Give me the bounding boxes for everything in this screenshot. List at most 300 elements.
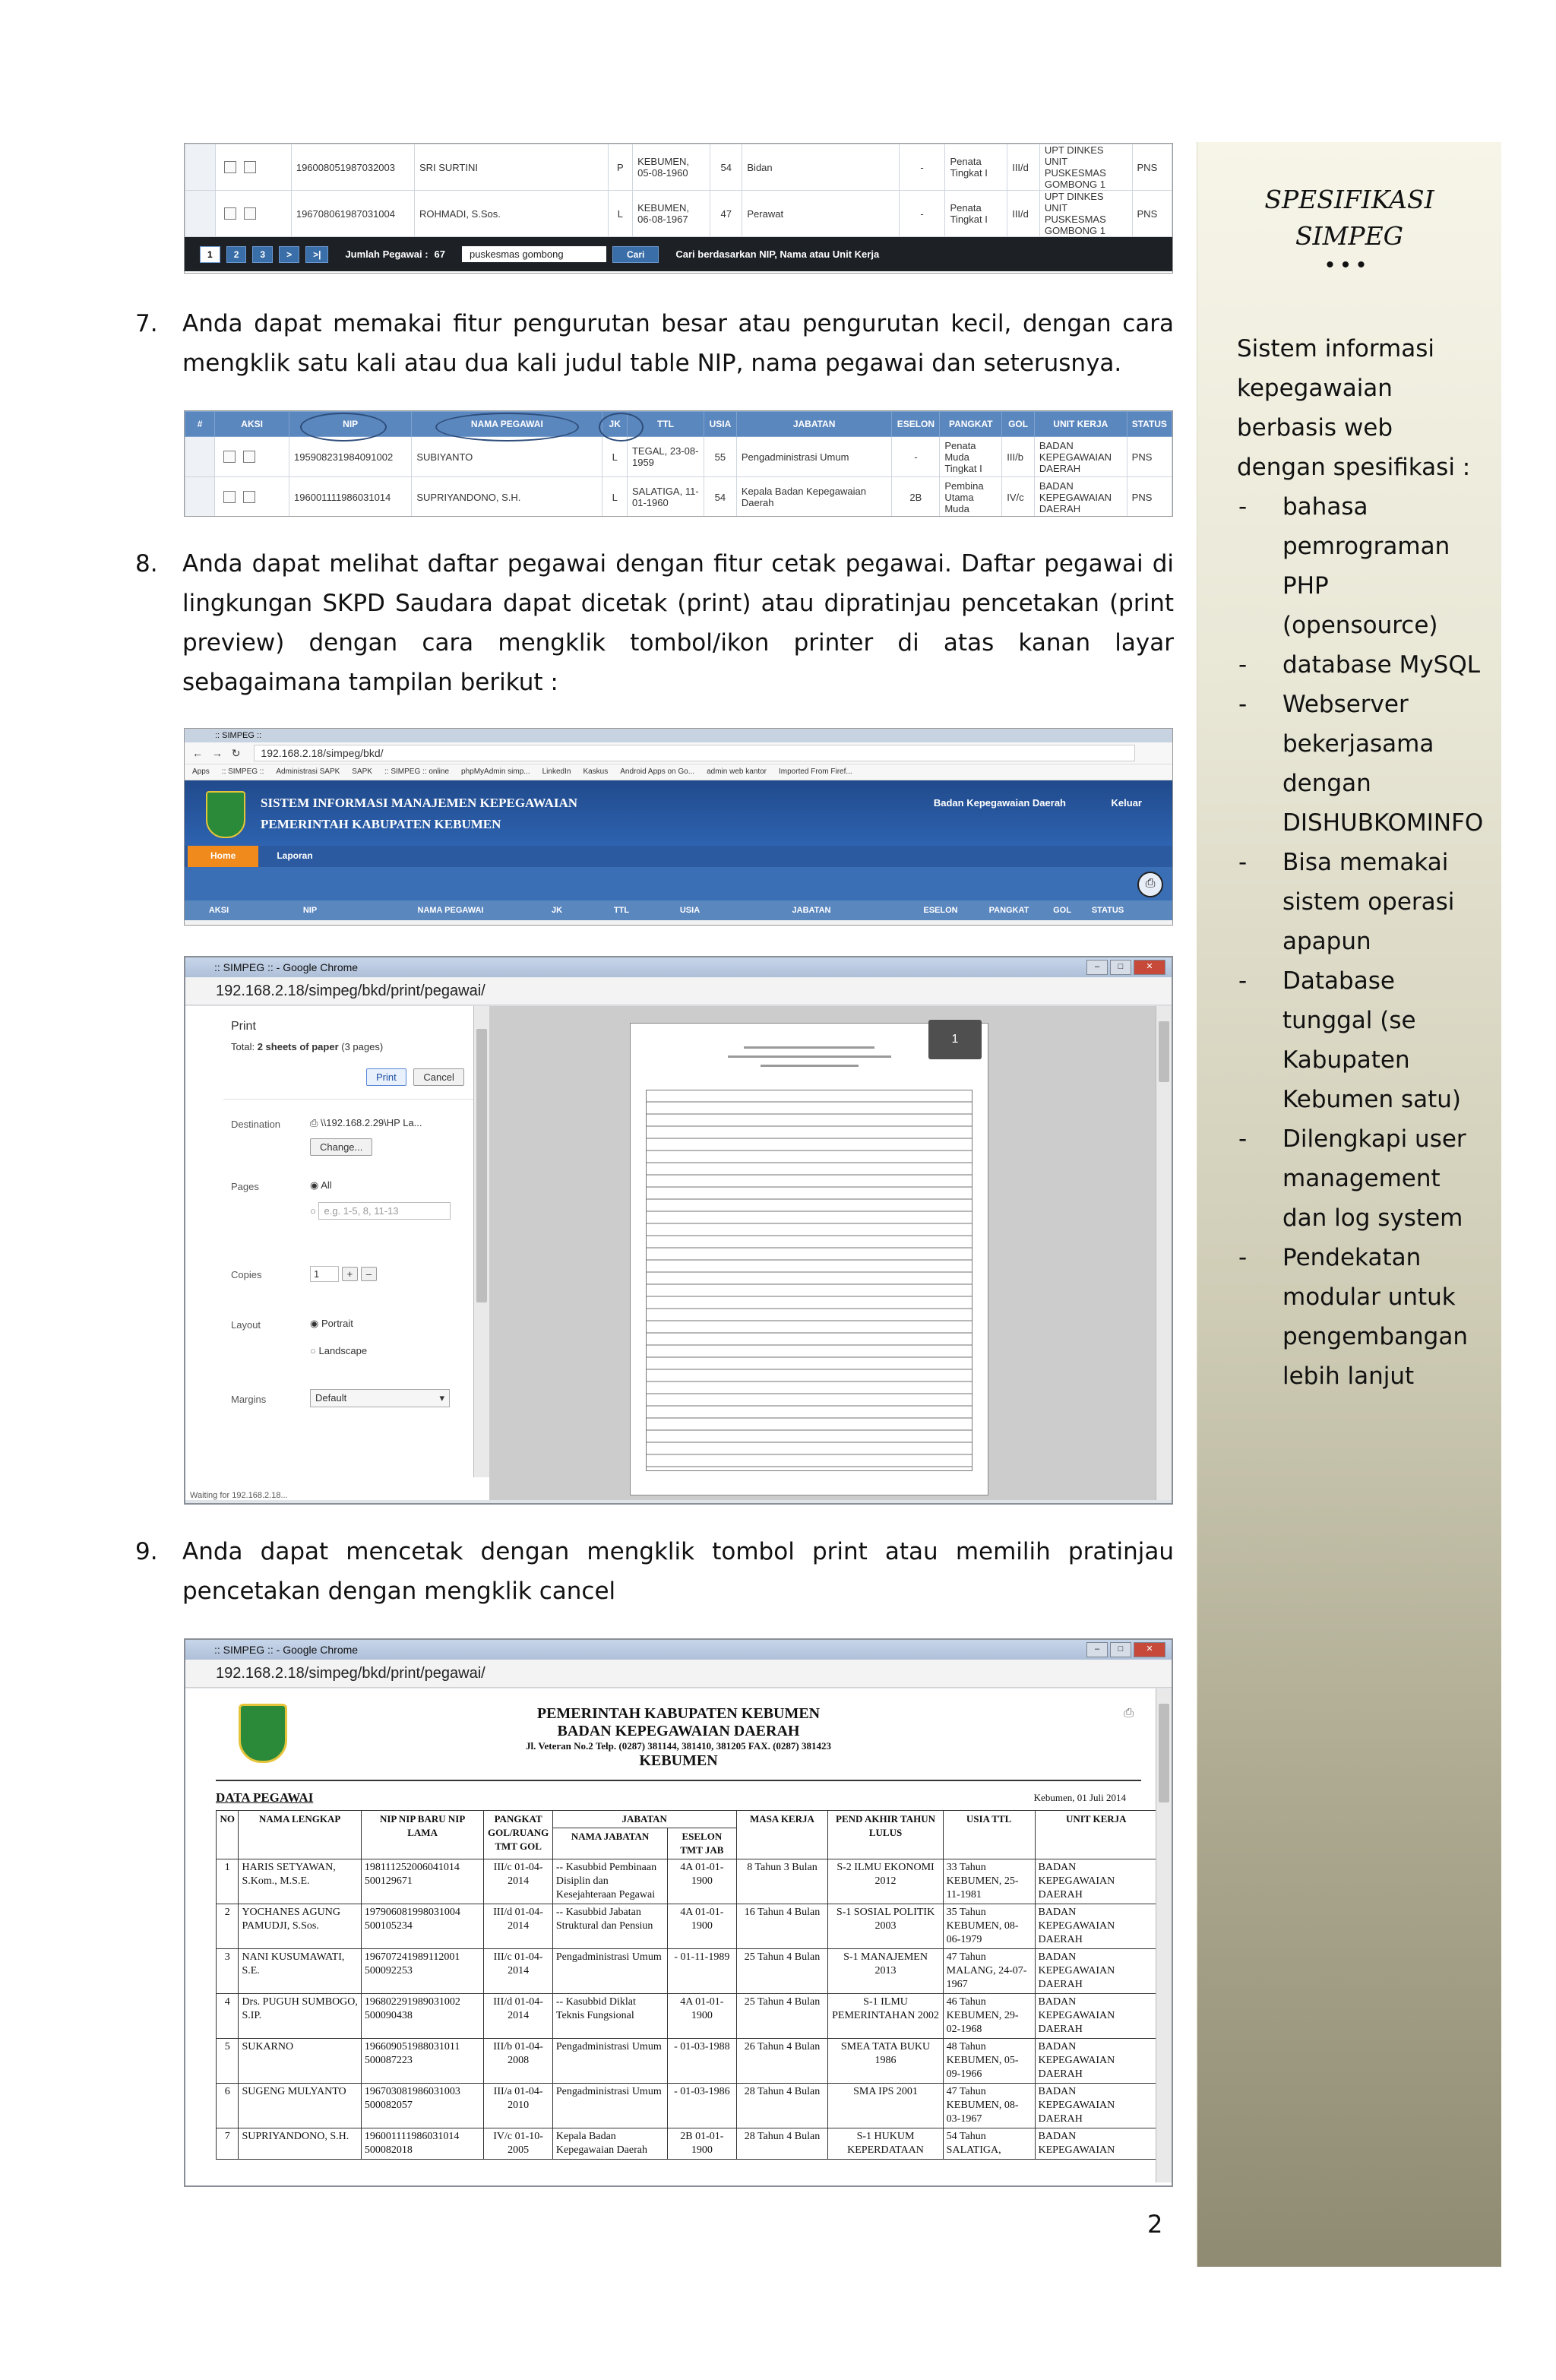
cell-nama: SUPRIYANDONO, S.H. <box>239 2128 361 2160</box>
bookmark[interactable]: SAPK <box>352 767 372 776</box>
header-jk[interactable]: JK <box>602 412 628 437</box>
address-bar[interactable]: 192.168.2.18/simpeg/bkd/print/pegawai/ <box>185 1660 1172 1688</box>
spec-item: - Bisa memakai sistem operasi apapun <box>1237 843 1488 961</box>
cell-ttl: TEGAL, 23-08-1959 <box>627 437 704 477</box>
cell-es: 4A 01-01-1900 <box>668 1994 736 2039</box>
highlight-name-oval <box>435 413 579 442</box>
preview-scrollbar[interactable] <box>1156 1006 1172 1500</box>
header-cell[interactable]: ESELON <box>923 906 958 915</box>
table-row <box>185 437 1172 477</box>
header-nama-jabatan: NAMA JABATAN <box>552 1828 667 1859</box>
bookmark[interactable]: Administrasi SAPK <box>276 767 340 776</box>
sidebar-intro: Sistem informasi kepegawaian berbasis web dengan spesifikasi : <box>1237 335 1471 481</box>
cell-no: 7 <box>217 2128 239 2160</box>
row-actions[interactable] <box>215 144 291 191</box>
header-cell[interactable]: PANGKAT <box>988 906 1029 915</box>
bookmark[interactable]: Android Apps on Go... <box>620 767 695 776</box>
forward-icon[interactable]: → <box>211 747 223 759</box>
cell-es: 2B 01-01-1900 <box>668 2128 736 2160</box>
cell-no: 1 <box>217 1859 239 1904</box>
pages-custom-radio[interactable]: ○ <box>310 1205 316 1217</box>
cell-unit: BADAN KEPEGAWAIAN DAERAH <box>1034 437 1127 477</box>
change-destination-button[interactable]: Change... <box>310 1138 372 1156</box>
letterhead <box>185 1705 1172 1770</box>
screenshot-employee-table-pager <box>184 143 1173 274</box>
settings-scrollbar[interactable] <box>473 1006 489 1477</box>
cell-jab: -- Kasubbid Jabatan Struktural dan Pensiun <box>552 1904 667 1949</box>
cell-nama: SUGENG MULYANTO <box>239 2084 361 2128</box>
cell-gol: III/c 01-04-2014 <box>484 1859 553 1904</box>
header-cell[interactable]: # <box>185 412 215 437</box>
cell-gol: III/b <box>1002 437 1035 477</box>
step-7 <box>135 304 1174 383</box>
org-link[interactable]: Badan Kepegawaian Daerah <box>933 797 1066 809</box>
table-row <box>217 1859 1158 1904</box>
window-title: :: SIMPEG :: - Google Chrome – □ ✕ <box>185 957 1172 977</box>
cell-jab: -- Kasubbid Diklat Teknis Fungsional <box>552 1994 667 2039</box>
cell-gol: III/d <box>1007 191 1040 237</box>
doc-date: Kebumen, 01 Juli 2014 <box>1033 1792 1126 1803</box>
header-pend: PEND AKHIR TAHUN LULUS <box>828 1811 943 1859</box>
portrait-label: Portrait <box>321 1318 353 1329</box>
header-cell[interactable]: AKSI <box>208 906 229 915</box>
destination-value: \\192.168.2.29\HP La... <box>321 1117 422 1128</box>
search-input[interactable]: puskesmas gombong <box>462 246 606 262</box>
cell-nama: YOCHANES AGUNG PAMUDJI, S.Sos. <box>239 1904 361 1949</box>
cell-nip: 195908231984091002 <box>289 437 412 477</box>
step-number: 9. <box>135 1538 158 1565</box>
cell-pend: S-1 MANAJEMEN 2013 <box>828 1949 943 1994</box>
minimize-icon[interactable]: – <box>1086 1642 1108 1657</box>
app-title-1: SISTEM INFORMASI MANAJEMEN KEPEGAWAIAN <box>261 796 578 810</box>
printer-icon: ⎙ <box>310 1117 318 1128</box>
cell-unit: BADAN KEPEGAWAIAN <box>1035 2128 1158 2160</box>
table-row <box>185 477 1172 517</box>
header-pangkat: PANGKAT GOL/RUANG TMT GOL <box>484 1811 553 1859</box>
cell-unit: BADAN KEPEGAWAIAN DAERAH <box>1035 1904 1158 1949</box>
header-cell[interactable]: STATUS <box>1091 906 1124 915</box>
cell-pend: SMEA TATA BUKU 1986 <box>828 2039 943 2084</box>
next-page-button[interactable]: > <box>279 246 299 263</box>
maximize-icon[interactable]: □ <box>1110 1642 1131 1657</box>
divider <box>223 1099 482 1100</box>
cell-nip: 196707241989112001 500092253 <box>361 1949 483 1994</box>
print-icon[interactable] <box>244 161 256 173</box>
bookmark[interactable]: admin web kantor <box>707 767 767 776</box>
header-usia: USIA TTL <box>943 1811 1035 1859</box>
cell-status: PNS <box>1132 191 1172 237</box>
step-number: 7. <box>135 310 158 337</box>
cell-jabatan: Pengadministrasi Umum <box>736 437 892 477</box>
spec-item: - database MySQL <box>1237 645 1488 685</box>
bookmark[interactable]: :: SIMPEG :: online <box>384 767 450 776</box>
window-controls <box>1086 960 1165 975</box>
preview-table <box>646 1090 972 1471</box>
toolbar-area <box>185 867 1172 900</box>
landscape-label: Landscape <box>318 1345 368 1356</box>
maximize-icon[interactable]: □ <box>1110 960 1131 975</box>
table-row <box>217 1904 1158 1949</box>
cell-nip: 196609051988031011 500087223 <box>361 2039 483 2084</box>
print-icon[interactable]: ⎙ <box>1124 1707 1134 1720</box>
status-bar: Waiting for 192.168.2.18... <box>190 1491 288 1500</box>
highlight-nip-oval <box>300 413 387 442</box>
cell-unit: BADAN KEPEGAWAIAN DAERAH <box>1035 1859 1158 1904</box>
cell-usia: 54 <box>704 477 736 517</box>
copies-increment-button[interactable]: + <box>342 1267 359 1281</box>
table-row <box>217 1994 1158 2039</box>
letterhead-line1: PEMERINTAH KABUPATEN KEBUMEN <box>536 1705 821 1722</box>
letterhead-line2: BADAN KEPEGAWAIAN DAERAH <box>557 1723 800 1739</box>
employee-print-table <box>216 1810 1158 2160</box>
cell-gol: III/c 01-04-2014 <box>484 1949 553 1994</box>
cell-usia: 54 Tahun SALATIGA, <box>943 2128 1035 2160</box>
cell-jabatan: Kepala Badan Kepegawaian Daerah <box>736 477 892 517</box>
cell-nip: 196708061987031004 <box>291 191 414 237</box>
table-row <box>217 2128 1158 2160</box>
header-eselon: ESELON TMT JAB <box>668 1828 736 1859</box>
print-button[interactable]: Print <box>366 1068 406 1086</box>
cell-eselon: - <box>899 191 945 237</box>
cell-status: PNS <box>1127 477 1172 517</box>
cell-unit: BADAN KEPEGAWAIAN DAERAH <box>1034 477 1127 517</box>
window-title: :: SIMPEG :: - Google Chrome – □ ✕ <box>185 1640 1172 1660</box>
cell-eselon: - <box>892 437 940 477</box>
cell-gol: III/d <box>1007 144 1040 191</box>
cell-pend: S-1 ILMU PEMERINTAHAN 2002 <box>828 1994 943 2039</box>
cell-usia: 55 <box>704 437 736 477</box>
total-value: 67 <box>434 248 446 260</box>
page-button[interactable]: 1 <box>200 246 220 263</box>
screenshot-simpeg-browser <box>184 728 1173 926</box>
pages-label: Pages <box>231 1181 259 1192</box>
header-ttl[interactable]: TTL <box>627 412 704 437</box>
cell-masa: 25 Tahun 4 Bulan <box>736 1949 828 1994</box>
screenshot-print-dialog <box>184 956 1173 1505</box>
minimize-icon[interactable]: – <box>1086 960 1108 975</box>
cell-es: 4A 01-01-1900 <box>668 1859 736 1904</box>
copies-input[interactable]: 1 <box>310 1266 339 1282</box>
page-button[interactable]: 3 <box>252 246 273 263</box>
highlight-ttl-oval <box>599 413 644 442</box>
step-text: Anda dapat mencetak dengan mengklik tombol print atau memilih pratinjau pencetakan dengan mengklik cancel <box>182 1538 1174 1605</box>
print-title: Print <box>231 1020 256 1033</box>
header-nama-pegawai[interactable]: NAMA PEGAWAI <box>412 412 602 437</box>
header-cell[interactable]: JK <box>551 906 563 915</box>
edit-icon[interactable] <box>224 161 236 173</box>
header-cell[interactable]: AKSI <box>215 412 289 437</box>
header-cell[interactable]: GOL <box>1053 906 1071 915</box>
cell-pend: SMA IPS 2001 <box>828 2084 943 2128</box>
pages-range-input[interactable]: e.g. 1-5, 8, 11-13 <box>318 1202 451 1220</box>
table-row <box>217 2084 1158 2128</box>
cell-gol: IV/c <box>1002 477 1035 517</box>
bookmark[interactable]: Apps <box>192 767 210 776</box>
step-text: Anda dapat melihat daftar pegawai dengan fitur cetak pegawai. Daftar pegawai di lingkungan SKPD Saudara dapat dicetak (print) atau dipratinjau pencetakan (print preview) dengan cara mengklik tombol/ikon printer di atas kanan layar sebagaimana tampilan berikut : <box>182 550 1174 696</box>
cell-pangkat: Penata Tingkat I <box>945 191 1007 237</box>
table-header-row <box>185 900 1172 920</box>
header-jabatan: JABATAN <box>552 1811 736 1828</box>
cell-unit: BADAN KEPEGAWAIAN DAERAH <box>1035 2084 1158 2128</box>
cell-usia: 46 Tahun KEBUMEN, 29-02-1968 <box>943 1994 1035 2039</box>
header-gol[interactable]: GOL <box>1002 412 1035 437</box>
cell-jab: Pengadministrasi Umum <box>552 1949 667 1994</box>
cell-pend: S-1 SOSIAL POLITIK 2003 <box>828 1904 943 1949</box>
header-eselon[interactable]: ESELON <box>892 412 940 437</box>
cell-jab: Pengadministrasi Umum <box>552 2039 667 2084</box>
header-unit: UNIT KERJA <box>1035 1811 1158 1859</box>
bookmark[interactable]: phpMyAdmin simp... <box>461 767 530 776</box>
cancel-button[interactable]: Cancel <box>413 1068 463 1086</box>
tab-home[interactable]: Home <box>188 846 258 867</box>
cell-jab: -- Kasubbid Pembinaan Disiplin dan Kesejahteraan Pegawai <box>552 1859 667 1904</box>
print-icon[interactable] <box>243 491 255 503</box>
cell-nip: 196001111986031014 500082018 <box>361 2128 483 2160</box>
cell-nip: 196008051987032003 <box>291 144 414 191</box>
letterhead-city: KEBUMEN <box>639 1752 718 1769</box>
address-bar[interactable]: 192.168.2.18/simpeg/bkd/ <box>254 745 1135 761</box>
cell-name: SRI SURTINI <box>414 144 608 191</box>
cell-es: - 01-11-1989 <box>668 1949 736 1994</box>
row-actions[interactable] <box>215 437 289 477</box>
step-9 <box>135 1532 1174 1611</box>
header-cell[interactable]: TTL <box>613 906 630 915</box>
spec-item: - Dilengkapi user management dan log system <box>1237 1119 1488 1238</box>
cell-no: 2 <box>217 1904 239 1949</box>
step-8 <box>135 544 1174 702</box>
total-label: Jumlah Pegawai : <box>345 248 429 260</box>
page-button[interactable]: 2 <box>226 246 247 263</box>
employee-table <box>185 144 1172 237</box>
pages-all-label: All <box>321 1179 332 1191</box>
cell-name: SUPRIYANDONO, S.H. <box>412 477 602 517</box>
print-settings-panel <box>185 1006 489 1500</box>
cell-jk: P <box>608 144 632 191</box>
header-nama: NAMA LENGKAP <box>239 1811 361 1859</box>
cell-usia: 54 <box>710 144 742 191</box>
cell-no: 4 <box>217 1994 239 2039</box>
cell-unit: UPT DINKES UNIT PUSKESMAS GOMBONG 1 <box>1039 144 1132 191</box>
header-cell[interactable]: USIA <box>679 906 701 915</box>
cell-jk: L <box>602 477 628 517</box>
step-text: Anda dapat memakai fitur pengurutan besar atau pengurutan kecil, dengan cara mengklik satu kali atau dua kali judul table NIP, nama pegawai dan seterusnya. <box>182 310 1174 377</box>
cell-nip: 196802291989031002 500090438 <box>361 1994 483 2039</box>
window-controls <box>1086 1642 1165 1657</box>
cell-masa: 16 Tahun 4 Bulan <box>736 1904 828 1949</box>
header-nip: NIP NIP BARU NIP LAMA <box>361 1811 483 1859</box>
cell-unit: BADAN KEPEGAWAIAN DAERAH <box>1035 2039 1158 2084</box>
print-preview-area <box>489 1006 1172 1500</box>
sidebar-spec-list <box>1237 487 1488 1396</box>
cell-name: ROHMADI, S.Sos. <box>414 191 608 237</box>
cell-no: 5 <box>217 2039 239 2084</box>
last-page-button[interactable]: >| <box>305 246 328 263</box>
close-icon[interactable]: ✕ <box>1134 960 1165 975</box>
cell-pend: S-2 ILMU EKONOMI 2012 <box>828 1859 943 1904</box>
margins-label: Margins <box>231 1394 267 1405</box>
cell-usia: 48 Tahun KEBUMEN, 05-09-1966 <box>943 2039 1035 2084</box>
bookmarks-bar <box>185 764 1172 780</box>
header-nip[interactable]: NIP <box>289 412 412 437</box>
cell-ttl: KEBUMEN, 06-08-1967 <box>633 191 710 237</box>
sidebar-title-line2: SIMPEG <box>1295 221 1404 251</box>
table-row <box>217 1949 1158 1994</box>
screenshot-sortable-header <box>184 410 1173 517</box>
cell-pangkat: Penata Tingkat I <box>945 144 1007 191</box>
landscape-radio[interactable]: ○ <box>310 1345 316 1356</box>
cell-es: - 01-03-1986 <box>668 2084 736 2128</box>
layout-label: Layout <box>231 1319 261 1331</box>
cell-usia: 47 <box>710 191 742 237</box>
cell-unit: UPT DINKES UNIT PUSKESMAS GOMBONG 1 <box>1039 191 1132 237</box>
browser-toolbar <box>185 742 1172 764</box>
pagination-bar <box>185 237 1172 271</box>
cell-nip: 197906081998031004 500105234 <box>361 1904 483 1949</box>
sidebar-specification <box>1197 142 1501 2267</box>
header-cell[interactable]: NIP <box>302 906 318 915</box>
table-row <box>185 191 1172 237</box>
cell-jk: L <box>602 437 628 477</box>
cell-nip: 196703081986031003 500082057 <box>361 2084 483 2128</box>
pages-all-radio[interactable]: ◉ <box>310 1179 319 1191</box>
cell-usia: 47 Tahun MALANG, 24-07-1967 <box>943 1949 1035 1994</box>
cell-unit: BADAN KEPEGAWAIAN DAERAH <box>1035 1949 1158 1994</box>
cell-pend: S-1 HUKUM KEPERDATAAN <box>828 2128 943 2160</box>
sidebar-dots: ••• <box>1326 252 1373 277</box>
page-number-badge: 1 <box>928 1020 982 1059</box>
cell-nama: Drs. PUGUH SUMBOGO, S.IP. <box>239 1994 361 2039</box>
cell-pangkat: Penata Muda Tingkat I <box>940 437 1002 477</box>
step-number: 8. <box>135 550 158 578</box>
edit-icon[interactable] <box>223 451 236 463</box>
sidebar-title-line1: SPESIFIKASI <box>1264 185 1434 214</box>
spec-item: - Pendekatan modular untuk pengembangan lebih lanjut <box>1237 1238 1488 1396</box>
cell-jab: Kepala Badan Kepegawaian Daerah <box>552 2128 667 2160</box>
header-cell[interactable]: JABATAN <box>792 906 831 915</box>
cell-gol: IV/c 01-10-2005 <box>484 2128 553 2160</box>
page-number: 2 <box>1147 2210 1163 2239</box>
kebumen-logo <box>206 791 245 838</box>
header-unit-kerja[interactable]: UNIT KERJA <box>1034 412 1127 437</box>
table-row <box>185 144 1172 191</box>
address-bar[interactable]: 192.168.2.18/simpeg/bkd/print/pegawai/ <box>185 977 1172 1005</box>
cell-nama: HARIS SETYAWAN, S.Kom., M.S.E. <box>239 1859 361 1904</box>
print-icon[interactable] <box>244 207 256 220</box>
spec-item: - Webserver bekerjasama dengan DISHUBKOMINFO <box>1237 685 1488 843</box>
bookmark[interactable]: LinkedIn <box>542 767 571 776</box>
close-icon[interactable]: ✕ <box>1134 1642 1165 1657</box>
copies-label: Copies <box>231 1269 262 1280</box>
tab-laporan[interactable]: Laporan <box>277 850 313 861</box>
cell-usia: 47 Tahun KEBUMEN, 08-03-1967 <box>943 2084 1035 2128</box>
row-actions[interactable] <box>215 191 291 237</box>
edit-icon[interactable] <box>223 491 236 503</box>
spec-item: - bahasa pemrograman PHP (opensource) <box>1237 487 1488 645</box>
search-hint: Cari berdasarkan NIP, Nama atau Unit Kerja <box>675 248 880 260</box>
row-actions[interactable] <box>215 477 289 517</box>
browser-tab[interactable]: :: SIMPEG :: <box>185 729 1172 742</box>
cell-ttl: SALATIGA, 11-01-1960 <box>627 477 704 517</box>
table-header-row <box>217 1811 1158 1828</box>
document-page <box>185 1688 1172 2185</box>
header-pangkat[interactable]: PANGKAT <box>940 412 1002 437</box>
portrait-radio[interactable]: ◉ <box>310 1318 319 1329</box>
cell-usia: 33 Tahun KEBUMEN, 25-11-1981 <box>943 1859 1035 1904</box>
preview-page <box>630 1023 988 1495</box>
app-header <box>185 780 1172 846</box>
header-no: NO <box>217 1811 239 1859</box>
header-masa-kerja: MASA KERJA <box>736 1811 828 1859</box>
back-icon[interactable]: ← <box>192 747 203 759</box>
cell-jab: Pengadministrasi Umum <box>552 2084 667 2128</box>
cell-masa: 28 Tahun 4 Bulan <box>736 2128 828 2160</box>
bookmark[interactable]: :: SIMPEG :: <box>221 767 264 776</box>
cell-jabatan: Bidan <box>742 144 899 191</box>
doc-title: DATA PEGAWAI <box>216 1790 314 1805</box>
spec-item: - Database tunggal (se Kabupaten Kebumen satu) <box>1237 961 1488 1119</box>
letterhead-rule <box>216 1780 1141 1781</box>
cell-masa: 26 Tahun 4 Bulan <box>736 2039 828 2084</box>
cell-usia: 35 Tahun KEBUMEN, 08-06-1979 <box>943 1904 1035 1949</box>
app-nav <box>185 846 1172 867</box>
copies-decrement-button[interactable]: – <box>361 1267 377 1281</box>
cell-status: PNS <box>1127 437 1172 477</box>
margins-select[interactable]: Default ▾ <box>310 1389 450 1407</box>
cell-masa: 8 Tahun 3 Bulan <box>736 1859 828 1904</box>
cell-nama: NANI KUSUMAWATI, S.E. <box>239 1949 361 1994</box>
cell-gol: III/a 01-04-2010 <box>484 2084 553 2128</box>
header-cell[interactable]: NAMA PEGAWAI <box>417 906 484 915</box>
cell-masa: 25 Tahun 4 Bulan <box>736 1994 828 2039</box>
cell-eselon: - <box>899 144 945 191</box>
header-jabatan[interactable]: JABATAN <box>736 412 892 437</box>
cell-masa: 28 Tahun 4 Bulan <box>736 2084 828 2128</box>
screenshot-print-document <box>184 1638 1173 2187</box>
printer-icon[interactable]: ⎙ <box>1137 872 1163 897</box>
search-button[interactable]: Cari <box>612 246 659 263</box>
header-status[interactable]: STATUS <box>1127 412 1172 437</box>
cell-no: 3 <box>217 1949 239 1994</box>
destination-label: Destination <box>231 1119 281 1130</box>
reload-icon[interactable]: ↻ <box>231 747 241 759</box>
logout-link[interactable]: Keluar <box>1111 797 1142 809</box>
cell-gol: III/d 01-04-2014 <box>484 1904 553 1949</box>
cell-pangkat: Pembina Utama Muda <box>940 477 1002 517</box>
cell-nip: 198111252006041014 500129671 <box>361 1859 483 1904</box>
print-icon[interactable] <box>243 451 255 463</box>
edit-icon[interactable] <box>224 207 236 220</box>
cell-name: SUBIYANTO <box>412 437 602 477</box>
cell-unit: BADAN KEPEGAWAIAN DAERAH <box>1035 1994 1158 2039</box>
document-scrollbar[interactable] <box>1156 1688 1172 2182</box>
header-usia[interactable]: USIA <box>704 412 736 437</box>
cell-jabatan: Perawat <box>742 191 899 237</box>
cell-ttl: KEBUMEN, 05-08-1960 <box>633 144 710 191</box>
cell-eselon: 2B <box>892 477 940 517</box>
print-total: Total: 2 sheets of paper (3 pages) <box>231 1041 384 1052</box>
bookmark[interactable]: Imported From Firef... <box>779 767 852 776</box>
cell-gol: III/d 01-04-2014 <box>484 1994 553 2039</box>
cell-es: 4A 01-01-1900 <box>668 1904 736 1949</box>
bookmark[interactable]: Kaskus <box>583 767 609 776</box>
cell-gol: III/b 01-04-2008 <box>484 2039 553 2084</box>
cell-no: 6 <box>217 2084 239 2128</box>
cell-jk: L <box>608 191 632 237</box>
cell-nip: 196001111986031014 <box>289 477 412 517</box>
table-row <box>217 2039 1158 2084</box>
cell-es: - 01-03-1988 <box>668 2039 736 2084</box>
cell-nama: SUKARNO <box>239 2039 361 2084</box>
